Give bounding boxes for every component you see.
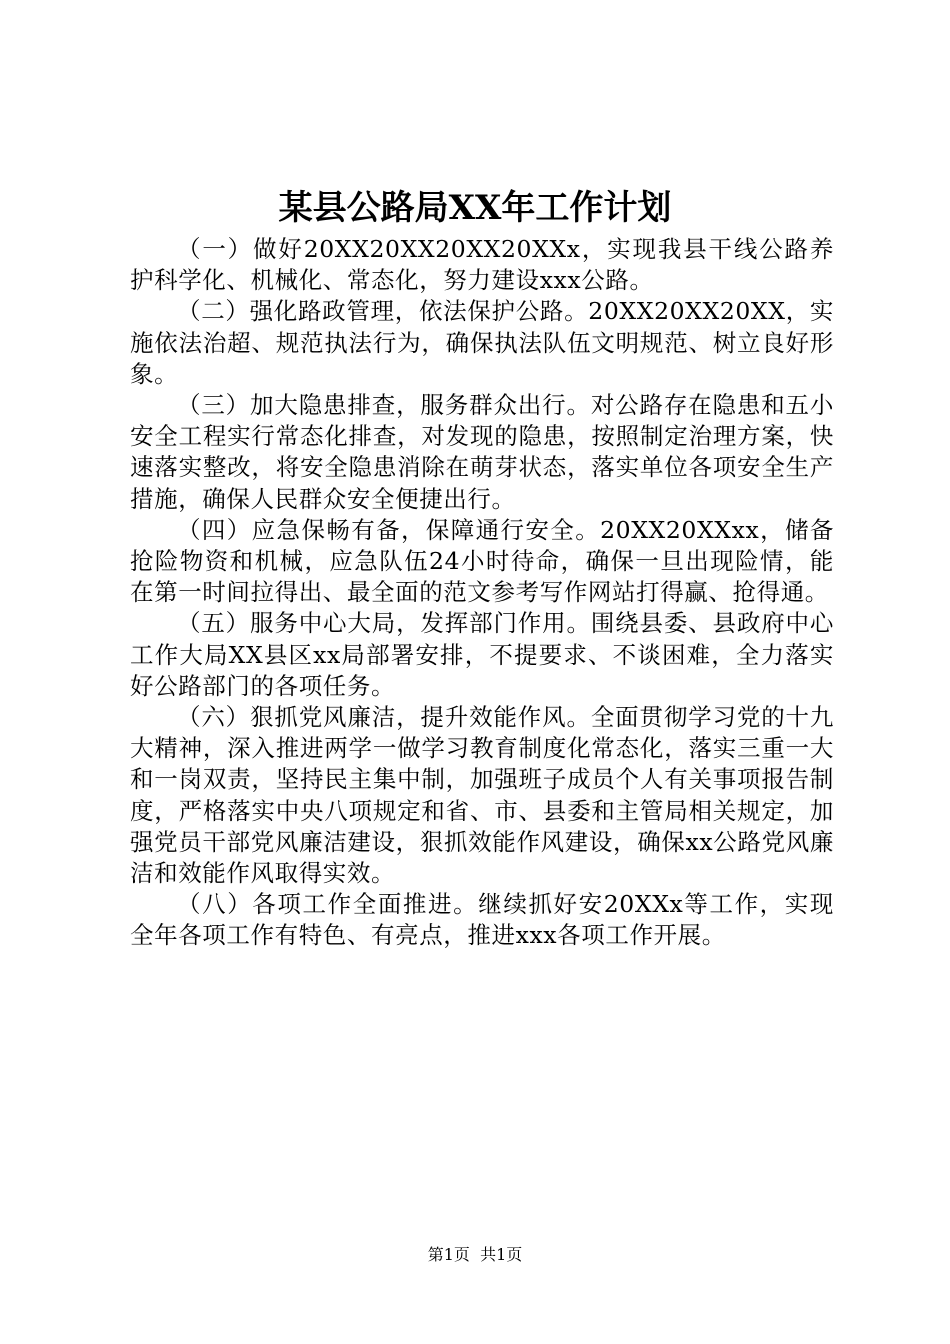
- paragraph-4: （四）应急保畅有备，保障通行安全。20XX20XXxx，储备抢险物资和机械，应急队伍24小时待命，确保一旦出现险情，能在第一时间拉得出、最全面的范文参考写作网站打得赢、抢得通。: [130, 515, 834, 607]
- paragraph-1: （一）做好20XX20XX20XX20XXx，实现我县干线公路养护科学化、机械化、常态化，努力建设xxx公路。: [130, 235, 834, 295]
- paragraph-5: （五）服务中心大局，发挥部门作用。围绕县委、县政府中心工作大局XX县区xx局部署安排，不提要求、不谈困难，全力落实好公路部门的各项任务。: [130, 609, 834, 700]
- paragraph-2: （二）强化路政管理，依法保护公路。20XX20XX20XX，实施依法治超、规范执法行为，确保执法队伍文明规范、树立良好形象。: [130, 297, 834, 388]
- page-number: 第1页: [427, 1245, 470, 1264]
- paragraph-8: （八）各项工作全面推进。继续抓好安20XXx等工作，实现全年各项工作有特色、有亮点，推进xxx各项工作开展。: [130, 890, 834, 950]
- document-title: 某县公路局XX年工作计划: [278, 188, 672, 228]
- paragraph-3: （三）加大隐患排查，服务群众出行。对公路存在隐患和五小安全工程实行常态化排查，对发现的隐患，按照制定治理方案，快速落实整改，将安全隐患消除在萌芽状态，落实单位各项安全生产措施，确保人民群众安全便捷出行。: [130, 391, 834, 513]
- page-footer: [0, 1244, 950, 1266]
- footer-separator: [470, 1245, 480, 1264]
- document-body: [130, 234, 834, 952]
- paragraph-6: （六）狠抓党风廉洁，提升效能作风。全面贯彻学习党的十九大精神，深入推进两学一做学习教育制度化常态化，落实三重一大和一岗双责，坚持民主集中制，加强班子成员个人有关事项报告制度，严格落实中央八项规定和省、市、县委和主管局相关规定，加强党员干部党风廉洁建设，狠抓效能作风建设，确保xx公路党风廉洁和效能作风取得实效。: [130, 703, 834, 888]
- page-total: 共1页: [480, 1245, 523, 1264]
